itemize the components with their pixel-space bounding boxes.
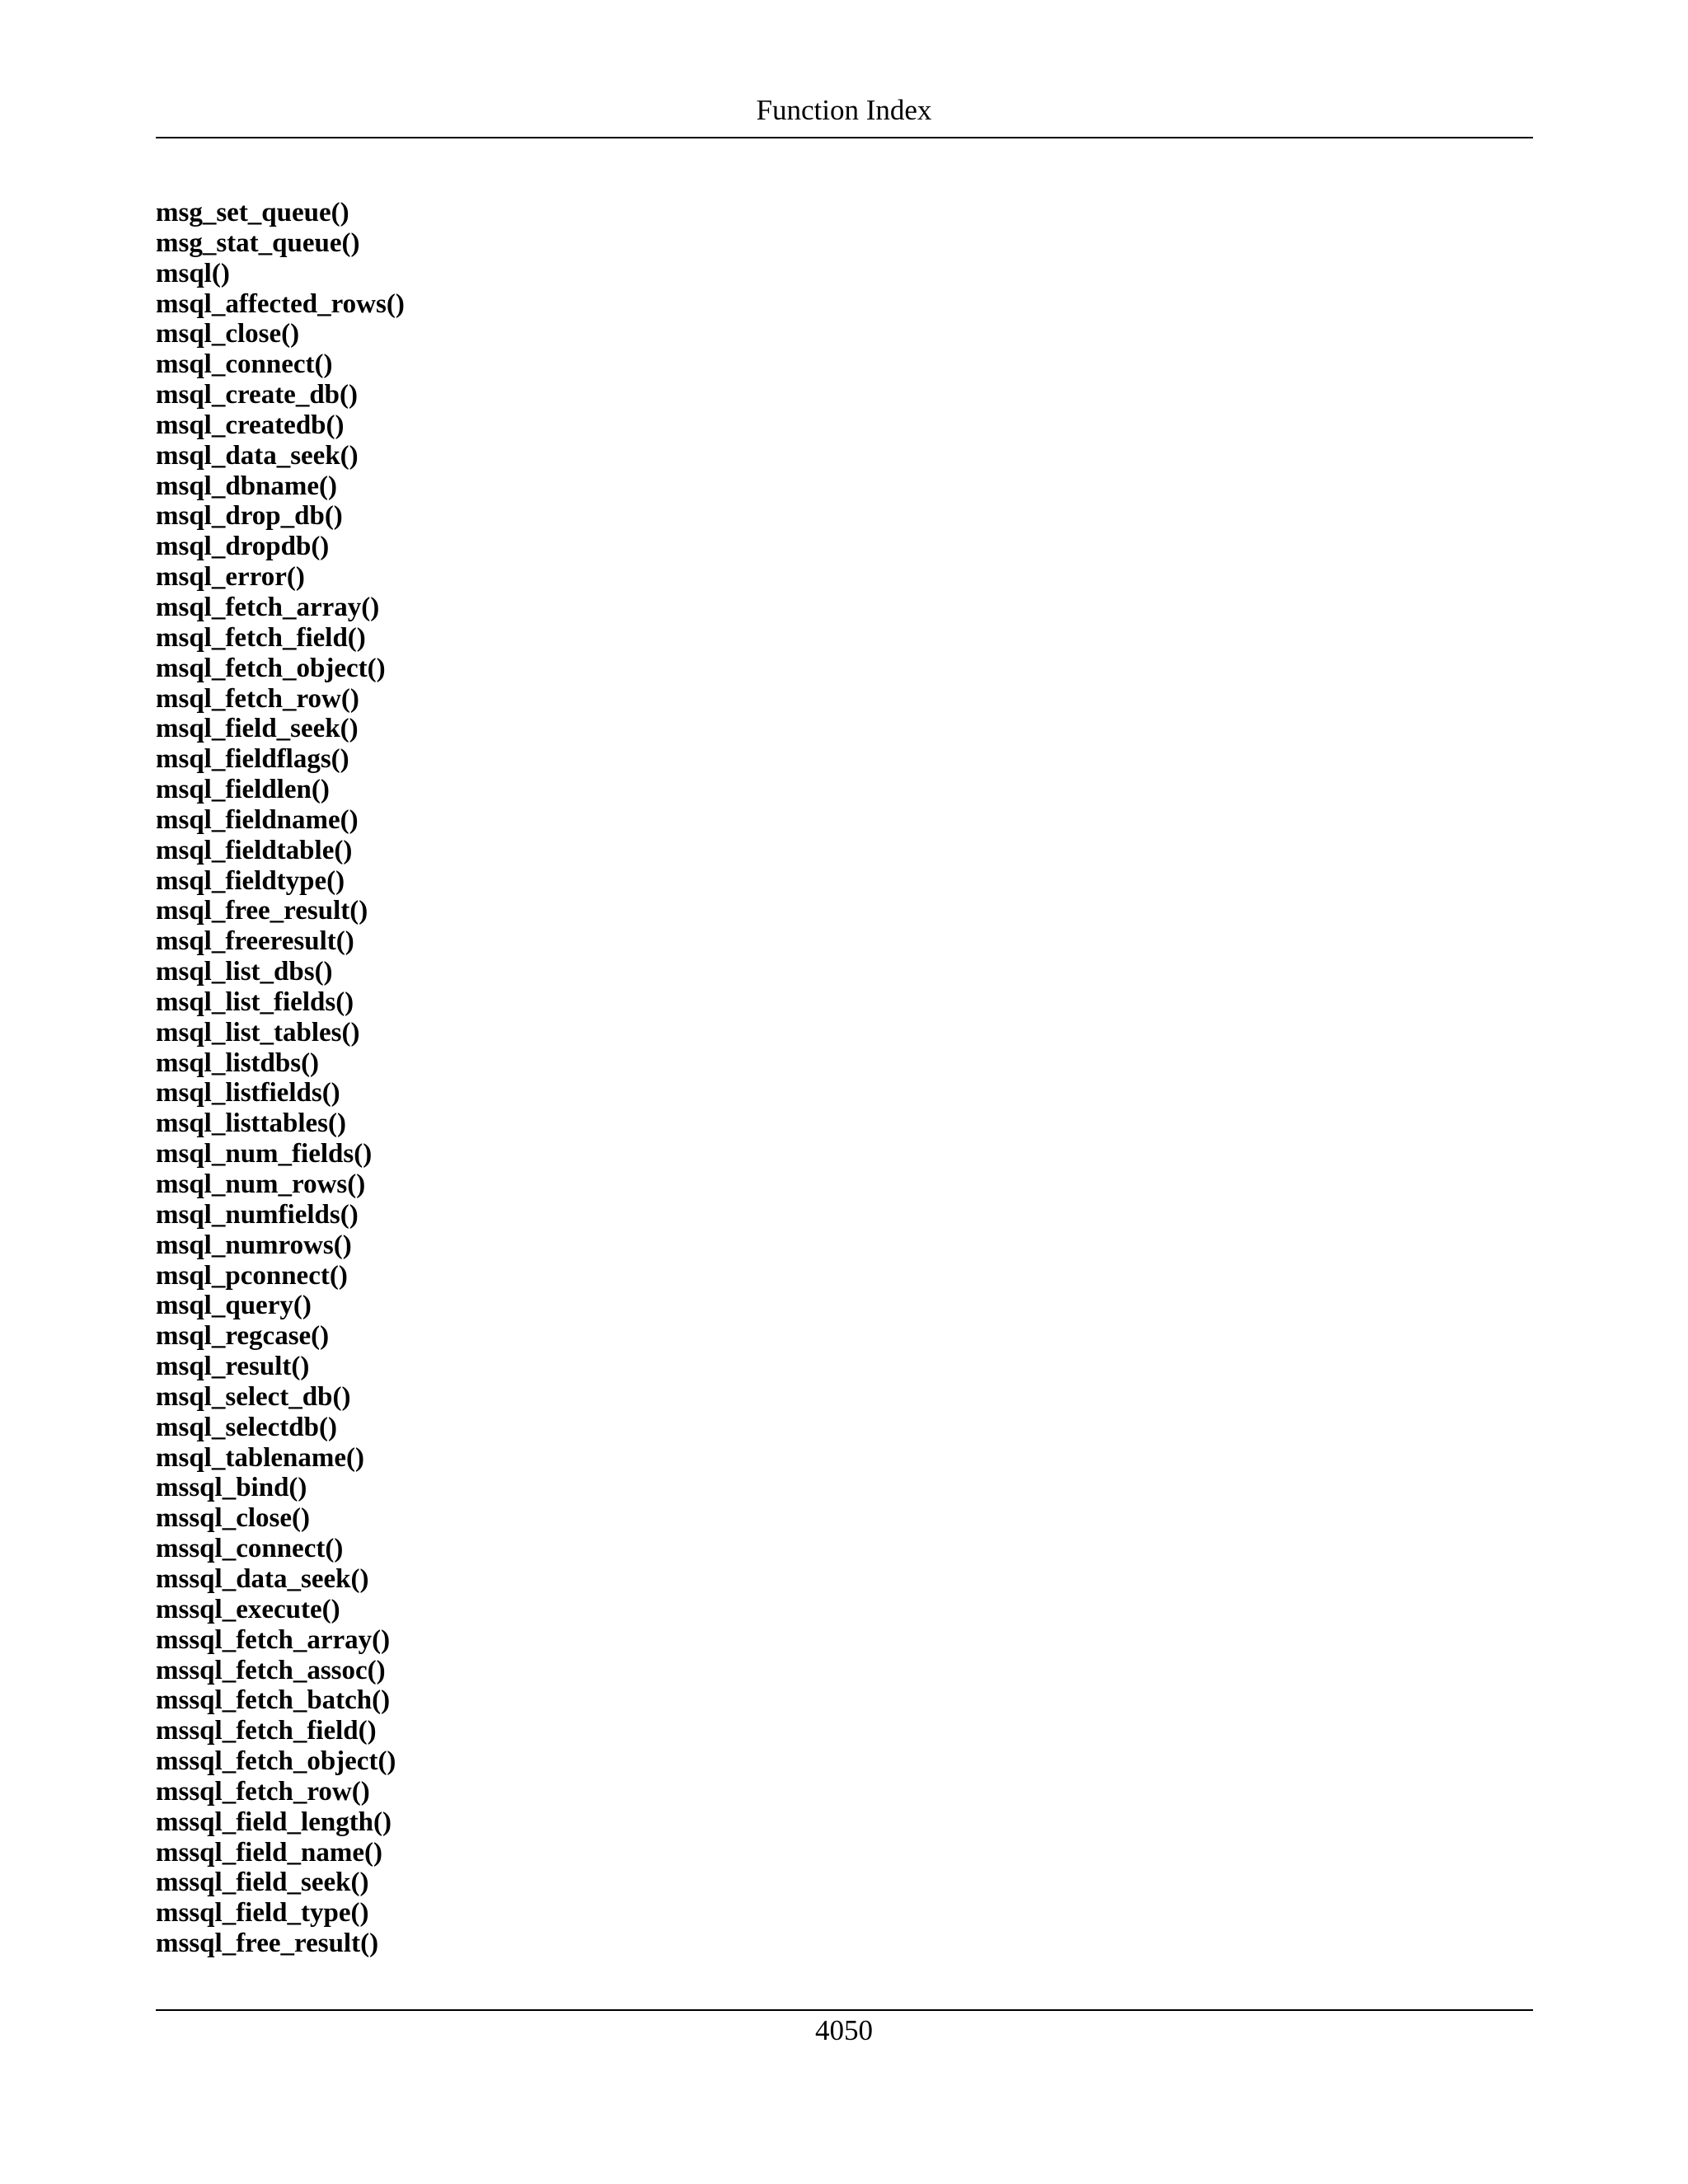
function-entry: msql_drop_db() [156,501,343,532]
function-entry: msql_affected_rows() [156,288,405,319]
function-entry: msql_numrows() [156,1230,352,1260]
function-entry: mssql_free_result() [156,1929,379,1959]
function-entry: msql_fieldtable() [156,835,353,865]
function-entry: msql_fetch_row() [156,683,359,714]
function-entry: msql_tablename() [156,1442,364,1473]
function-entry: msql_fetch_field() [156,622,366,653]
function-entry: mssql_execute() [156,1594,340,1624]
function-entry: msql_list_fields() [156,987,354,1017]
function-entry: msql_data_seek() [156,440,359,471]
function-entry: msql_create_db() [156,380,359,410]
function-entry: msg_set_queue() [156,198,349,227]
function-entry: mssql_field_type() [156,1898,369,1929]
function-index-list [156,198,405,1959]
function-entry: msql_error() [156,562,305,593]
function-entry: mssql_fetch_object() [156,1746,396,1777]
function-entry: mssql_data_seek() [156,1563,369,1594]
function-entry: msql_connect() [156,349,333,380]
function-entry: msql_fieldname() [156,804,359,835]
function-entry: mssql_bind() [156,1473,307,1503]
function-entry: msql_result() [156,1352,310,1382]
function-entry: mssql_fetch_row() [156,1776,370,1807]
function-entry: msql_query() [156,1291,312,1321]
function-entry: msql_list_tables() [156,1017,360,1047]
header-divider [156,137,1533,138]
function-entry: mssql_field_length() [156,1807,392,1837]
function-entry: msql_listfields() [156,1078,340,1108]
function-entry: msql_regcase() [156,1321,330,1352]
function-entry: msql_fieldflags() [156,744,349,775]
footer-divider [156,2009,1533,2011]
function-entry: mssql_fetch_array() [156,1624,391,1655]
function-entry: mssql_field_seek() [156,1868,369,1898]
page-header-title: Function Index [756,94,932,126]
function-entry: msql_dbname() [156,471,338,501]
function-entry: msql_listdbs() [156,1047,320,1078]
function-entry: msql_close() [156,319,300,349]
page-number: 4050 [815,2014,873,2046]
function-entry: msql_list_dbs() [156,957,333,987]
function-entry: msql_createdb() [156,410,345,440]
function-entry: mssql_close() [156,1503,310,1534]
function-entry: mssql_fetch_assoc() [156,1655,386,1685]
function-entry: msql_pconnect() [156,1260,348,1291]
function-entry: msql_fieldtype() [156,865,345,896]
function-entry: mssql_field_name() [156,1837,382,1868]
function-entry: msql_fetch_object() [156,653,386,683]
function-entry: msql_num_fields() [156,1139,373,1169]
function-entry: msql_num_rows() [156,1169,366,1199]
function-entry: mssql_fetch_batch() [156,1685,391,1716]
function-entry: msql_selectdb() [156,1412,337,1442]
function-entry: msql_dropdb() [156,532,330,562]
function-entry: mssql_connect() [156,1534,344,1564]
function-entry: msg_stat_queue() [156,227,360,258]
function-entry: msql_fetch_array() [156,592,380,622]
function-entry: msql_numfields() [156,1199,359,1230]
function-entry: msql_freeresult() [156,926,354,957]
function-entry: msql_free_result() [156,896,368,926]
function-entry: msql_select_db() [156,1381,351,1412]
function-entry: msql_fieldlen() [156,775,330,805]
function-entry: mssql_fetch_field() [156,1716,377,1746]
function-entry: msql() [156,258,230,288]
function-entry: msql_field_seek() [156,714,359,744]
function-entry: msql_listtables() [156,1108,346,1139]
